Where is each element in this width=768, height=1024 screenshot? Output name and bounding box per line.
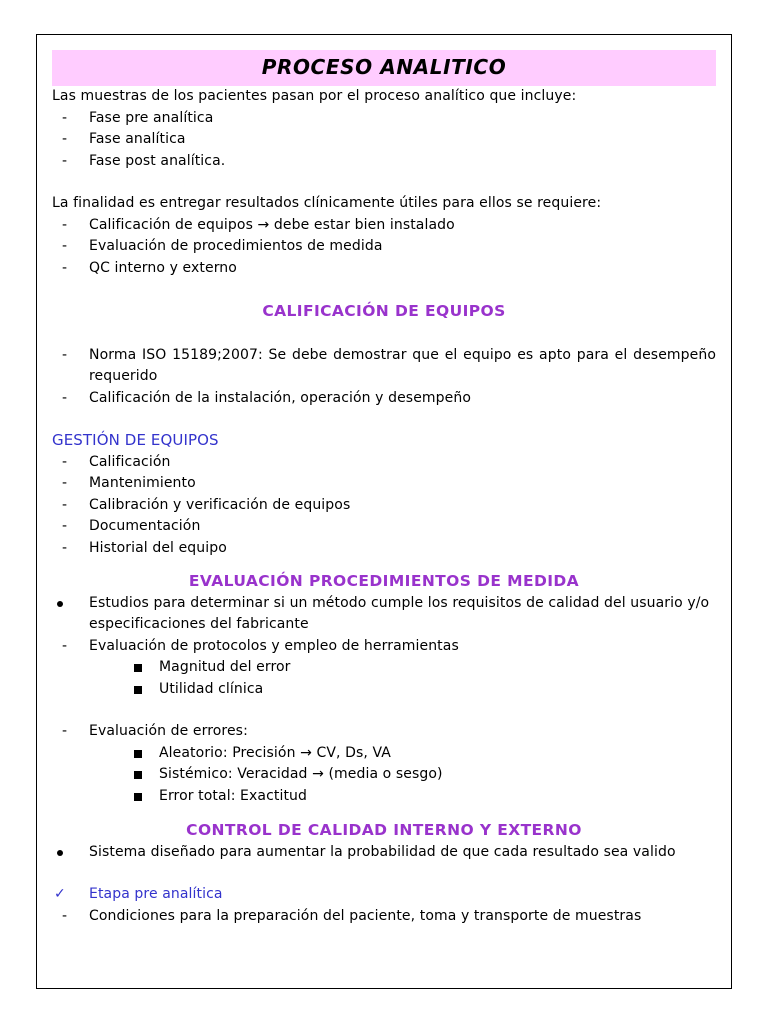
dash-marker: - (62, 539, 68, 556)
checked-item: ✓ Etapa pre analítica (52, 884, 716, 906)
sub-list-item: Error total: Exactitud (52, 786, 716, 808)
intro-text: Las muestras de los pacientes pasan por el proceso analítico que incluye: (52, 88, 577, 104)
square-bullet-icon (134, 771, 142, 779)
dash-marker: - (62, 453, 68, 470)
square-bullet-icon (134, 686, 142, 694)
section-heading-evaluacion: EVALUACIÓN PROCEDIMIENTOS DE MEDIDA (188, 572, 580, 590)
bullet-item: Sistema diseñado para aumentar la probabilidad de que cada resultado sea valido (52, 842, 716, 864)
list-item: - Evaluación de errores: (52, 721, 716, 743)
list-item: - Fase pre analítica (52, 108, 716, 130)
dash-marker: - (62, 475, 68, 491)
list-item: - Historial del equipo (52, 538, 716, 560)
sub-list-item: Sistémico: Veracidad → (media o sesgo) (52, 764, 716, 786)
list-item: - Calibración y verificación de equipos (52, 495, 716, 517)
square-bullet-icon (134, 664, 142, 672)
dash-marker: - (62, 216, 68, 233)
dash-marker: - (62, 238, 68, 254)
list-item: - Evaluación de procedimientos de medida (52, 236, 716, 258)
bullet-item: Estudios para determinar si un método cumple los requisitos de calidad del usuario y/o especificaciones del fabricante (52, 593, 716, 636)
document-content (52, 50, 716, 927)
dash-marker: - (62, 346, 68, 363)
dash-marker: - (62, 637, 68, 654)
square-bullet-icon (134, 793, 142, 801)
list-item: - Documentación (52, 516, 716, 538)
section-heading-calificacion: CALIFICACIÓN DE EQUIPOS (262, 302, 506, 320)
list-item: - Calificación de equipos → debe estar bien instalado (52, 215, 716, 237)
document-title: PROCESO ANALITICO (52, 50, 716, 86)
arrow-right-icon: → (257, 216, 270, 233)
list-item: - Evaluación de protocolos y empleo de herramientas (52, 636, 716, 658)
bullet-dot-icon (57, 601, 63, 607)
dash-marker: - (62, 131, 68, 147)
sub-list-item: Aleatorio: Precisión → CV, Ds, VA (52, 743, 716, 765)
list-item: - Fase post analítica. (52, 151, 716, 173)
dash-marker: - (62, 259, 68, 276)
list-item: - Fase analítica (52, 129, 716, 151)
dash-marker: - (62, 496, 68, 513)
dash-marker: - (62, 907, 68, 924)
bullet-dot-icon (57, 850, 63, 856)
section-heading-gestion: GESTIÓN DE EQUIPOS (52, 431, 219, 449)
arrow-right-icon: → (312, 766, 324, 782)
dash-marker: - (62, 723, 68, 739)
list-item: - Condiciones para la preparación del paciente, toma y transporte de muestras (52, 906, 716, 928)
list-item: - Calificación de la instalación, operación y desempeño (52, 388, 716, 410)
checkmark-icon: ✓ (54, 886, 66, 902)
dash-marker: - (62, 109, 68, 126)
list-item: - Calificación (52, 452, 716, 474)
list-item: - QC interno y externo (52, 258, 716, 280)
dash-marker: - (62, 389, 68, 406)
section-heading-control: CONTROL DE CALIDAD INTERNO Y EXTERNO (186, 821, 582, 839)
square-bullet-icon (134, 750, 142, 758)
dash-marker: - (62, 518, 68, 534)
list-item: - Norma ISO 15189;2007: Se debe demostrar que el equipo es apto para el desempeño requerido (62, 346, 716, 384)
arrow-right-icon: → (300, 744, 312, 761)
finalidad-text: La finalidad es entregar resultados clínicamente útiles para ellos se requiere: (52, 195, 602, 211)
sub-list-item: Magnitud del error (52, 657, 716, 679)
sub-list-item: Utilidad clínica (52, 679, 716, 701)
dash-marker: - (62, 152, 68, 169)
list-item: - Mantenimiento (52, 473, 716, 495)
